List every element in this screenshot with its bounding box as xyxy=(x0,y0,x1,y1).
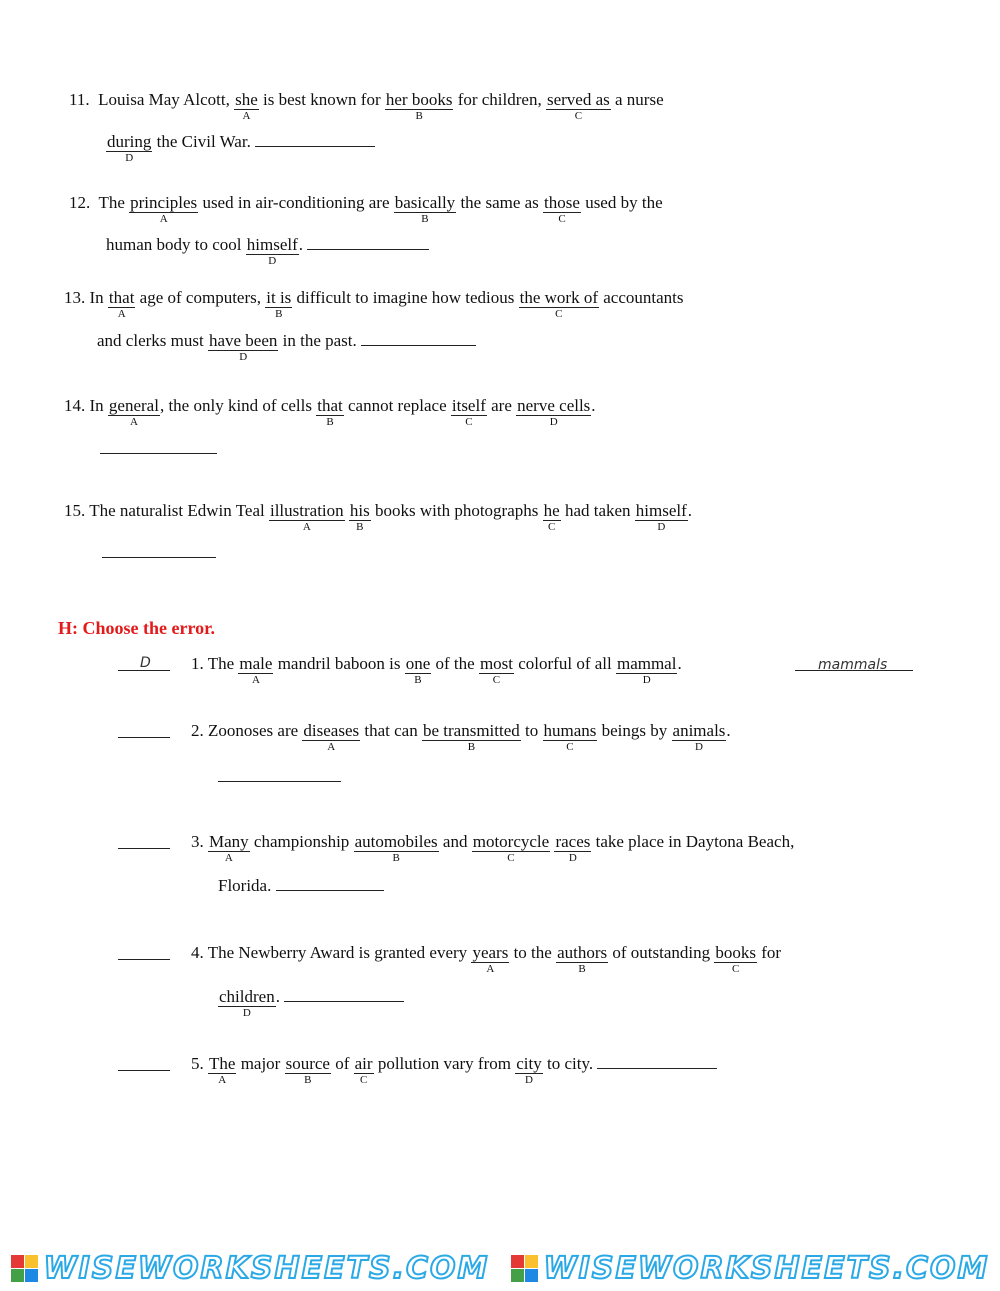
question-number: 4. xyxy=(191,943,204,962)
option-c: served as C xyxy=(546,90,610,122)
watermark-banner xyxy=(0,1250,1000,1286)
question-line xyxy=(106,132,375,164)
answer-letter-field[interactable] xyxy=(118,1052,170,1071)
answer-letter-field[interactable] xyxy=(118,941,170,960)
text: Louisa May Alcott, xyxy=(98,90,230,109)
question-line xyxy=(191,654,682,686)
text: to xyxy=(525,721,539,740)
answer-letter-field[interactable] xyxy=(118,830,170,849)
text: . xyxy=(298,235,304,254)
question-line xyxy=(106,235,429,267)
option-a: diseases A xyxy=(303,721,360,753)
text: Zoonoses are xyxy=(208,721,299,740)
option-b: be transmitted B xyxy=(422,721,520,753)
question-line xyxy=(64,288,684,320)
text: . xyxy=(726,721,731,740)
text: human body to cool xyxy=(106,235,242,254)
text: mandril baboon is xyxy=(277,654,401,673)
option-a: general A xyxy=(108,396,159,428)
text: beings by xyxy=(601,721,668,740)
question-line xyxy=(218,987,404,1019)
text: The naturalist Edwin Teal xyxy=(89,501,265,520)
option-c: motorcycle C xyxy=(472,832,550,864)
question-number: 12. xyxy=(69,193,91,212)
option-d: animals D xyxy=(672,721,726,753)
question-line xyxy=(64,501,693,533)
text: books with photographs xyxy=(375,501,539,520)
text: used by the xyxy=(585,193,663,212)
option-d: city D xyxy=(516,1054,542,1086)
text: are xyxy=(491,396,512,415)
answer-letter: D xyxy=(140,655,151,671)
option-c: most C xyxy=(479,654,513,686)
answer-blank[interactable] xyxy=(361,331,476,346)
question-line xyxy=(218,876,384,896)
text: to the xyxy=(513,943,552,962)
text: cannot replace xyxy=(347,396,447,415)
option-b: source B xyxy=(285,1054,330,1086)
option-d: during D xyxy=(107,132,152,164)
option-b: his B xyxy=(349,501,370,533)
text: major xyxy=(240,1054,281,1073)
option-a: she A xyxy=(235,90,258,122)
text: of outstanding xyxy=(612,943,711,962)
question-number: 11. xyxy=(69,90,90,109)
option-b: automobiles B xyxy=(354,832,438,864)
text: , the only kind of cells xyxy=(159,396,312,415)
text: pollution vary from xyxy=(377,1054,511,1073)
option-b: basically B xyxy=(394,193,456,225)
question-line xyxy=(97,331,476,363)
option-d: nerve cells D xyxy=(517,396,591,428)
text: . xyxy=(275,987,280,1006)
question-line xyxy=(191,721,731,753)
watermark-item xyxy=(511,1251,990,1286)
text: accountants xyxy=(603,288,684,307)
option-d: races D xyxy=(555,832,591,864)
option-d: mammal D xyxy=(616,654,677,686)
text: for children, xyxy=(457,90,542,109)
correction-field[interactable] xyxy=(276,876,384,891)
text: for xyxy=(761,943,782,962)
option-b: it is B xyxy=(266,288,292,320)
text: of the xyxy=(435,654,475,673)
question-number: 3. xyxy=(191,832,204,851)
question-line xyxy=(57,193,663,225)
question-number: 13. xyxy=(64,288,86,307)
option-c: he C xyxy=(543,501,560,533)
option-a: illustration A xyxy=(269,501,344,533)
text: difficult to imagine how tedious xyxy=(296,288,515,307)
text: of xyxy=(335,1054,350,1073)
correction-field[interactable] xyxy=(284,987,404,1002)
text: and clerks must xyxy=(97,331,204,350)
option-b: that B xyxy=(317,396,343,428)
text: . xyxy=(687,501,693,520)
text: the Civil War. xyxy=(156,132,251,151)
text: take place in Daytona Beach, xyxy=(595,832,795,851)
option-d: have been D xyxy=(208,331,278,363)
text: that can xyxy=(364,721,418,740)
text: colorful of all xyxy=(518,654,612,673)
text: Florida. xyxy=(218,876,272,895)
text: The xyxy=(207,654,235,673)
question-number: 5. xyxy=(191,1054,204,1073)
question-number: 2. xyxy=(191,721,204,740)
option-a: that A xyxy=(108,288,135,320)
option-b: her books B xyxy=(385,90,453,122)
text: The xyxy=(98,193,125,212)
text: in the past. xyxy=(282,331,357,350)
watermark-text: WISEWORKSHEETS.COM xyxy=(543,1250,990,1286)
question-number: 1. xyxy=(191,654,204,673)
option-d: children D xyxy=(219,987,275,1019)
text: is best known for xyxy=(263,90,381,109)
question-number: 15. xyxy=(64,501,86,520)
answer-blank[interactable] xyxy=(255,132,375,147)
option-d: himself D xyxy=(635,501,687,533)
text: had taken xyxy=(564,501,631,520)
text: In xyxy=(89,396,104,415)
text: and xyxy=(442,832,468,851)
question-number: 14. xyxy=(64,396,86,415)
option-c: humans C xyxy=(543,721,597,753)
question-line xyxy=(191,943,782,975)
text: In xyxy=(89,288,104,307)
option-b: authors B xyxy=(557,943,608,975)
text: age of computers, xyxy=(139,288,261,307)
logo-icon xyxy=(11,1255,38,1282)
option-c: air C xyxy=(354,1054,373,1086)
option-d: himself D xyxy=(246,235,298,267)
answer-blank[interactable] xyxy=(102,557,216,558)
option-c: the work of C xyxy=(519,288,598,320)
option-a: years A xyxy=(472,943,509,975)
text: the same as xyxy=(460,193,539,212)
logo-icon xyxy=(511,1255,538,1282)
text: used in air-conditioning are xyxy=(202,193,390,212)
option-a: The A xyxy=(209,1054,236,1086)
watermark-text: WISEWORKSHEETS.COM xyxy=(43,1250,490,1286)
question-line xyxy=(191,832,795,864)
answer-blank[interactable] xyxy=(307,235,429,250)
correction-field[interactable] xyxy=(218,781,341,782)
question-line xyxy=(57,90,664,122)
option-b: one B xyxy=(405,654,431,686)
question-line xyxy=(191,1054,717,1086)
correction-field[interactable] xyxy=(597,1054,717,1069)
text: championship xyxy=(253,832,350,851)
watermark-item xyxy=(11,1251,490,1286)
text: The Newberry Award is granted every xyxy=(207,943,468,962)
answer-blank[interactable] xyxy=(100,453,217,454)
option-a: principles A xyxy=(130,193,198,225)
option-c: itself C xyxy=(451,396,486,428)
answer-letter-field[interactable] xyxy=(118,719,170,738)
question-line xyxy=(64,396,596,428)
text: to city. xyxy=(546,1054,594,1073)
text: . xyxy=(677,654,682,673)
text: . xyxy=(591,396,596,415)
correction-text: mammals xyxy=(818,657,888,673)
text: a nurse xyxy=(615,90,664,109)
option-c: those C xyxy=(544,193,580,225)
option-a: male A xyxy=(239,654,273,686)
option-a: Many A xyxy=(209,832,249,864)
option-c: books C xyxy=(715,943,756,975)
section-heading: H: Choose the error. xyxy=(58,618,215,638)
